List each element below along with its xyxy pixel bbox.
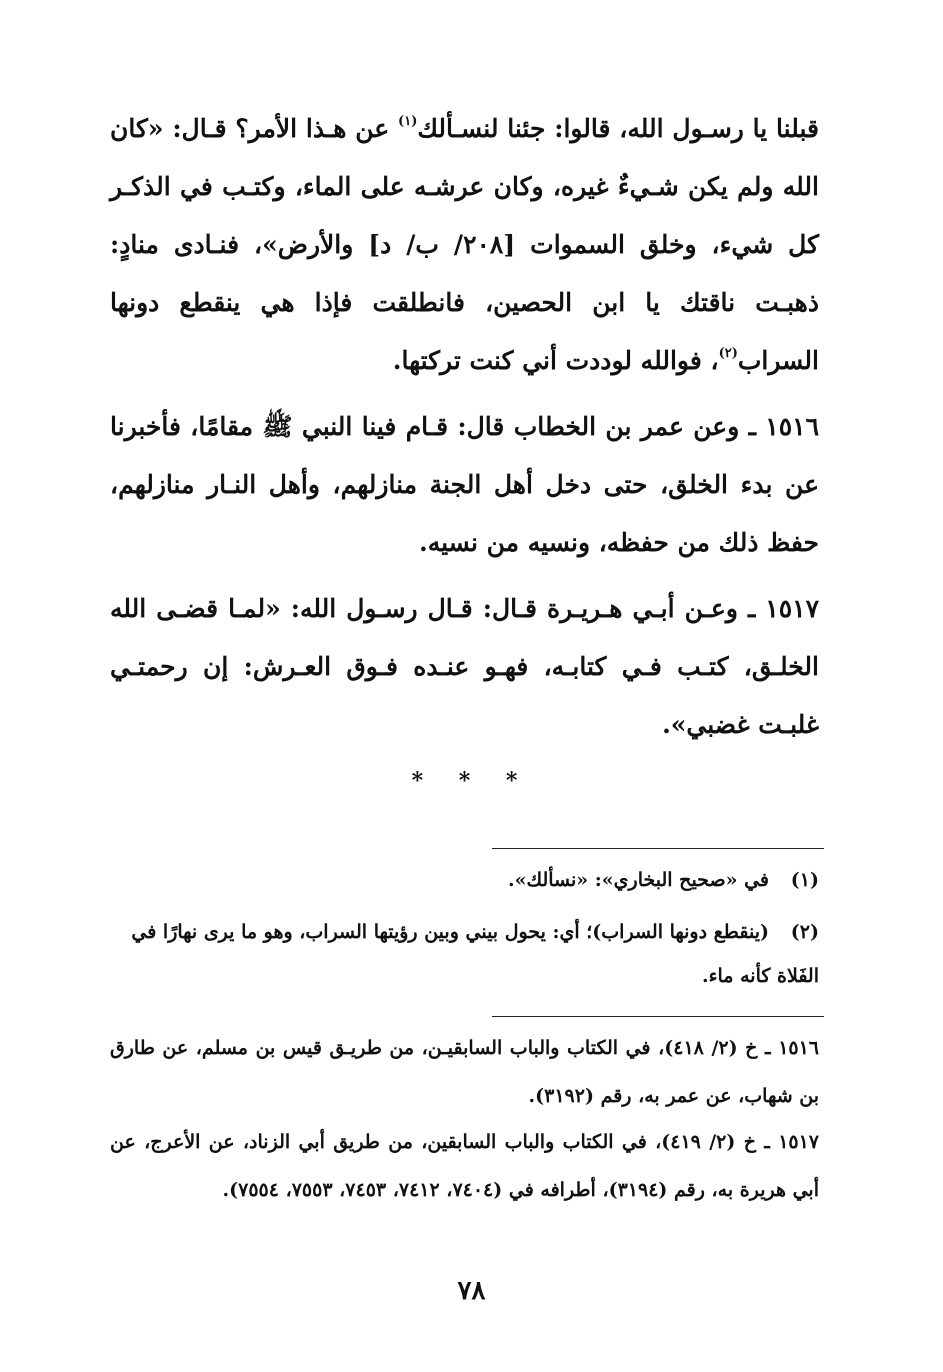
footnote-number: (٢) <box>790 921 819 943</box>
main-text <box>110 100 819 762</box>
hadith-1517: ١٥١٧ ـ وعـن أبـي هـريـرة قـال: قـال رسـول الله: «لمـا قضـى الله الخلـق، كتـب فـي كتابـه، فهـو عنـده فـوق العـرش: إن رحمتـي غلبـت غضبي». <box>110 594 819 739</box>
section-separator: * * * <box>411 768 532 794</box>
hadith-1516: ١٥١٦ ـ وعن عمر بن الخطاب قال: قـام فينا النبي ﷺ مقامًا، فأخبرنا عن بدء الخلق، حتى دخل أهل الجنة منازلهم، وأهل النـار منازلهم، حفظ ذلك من حفظه، ونسيه من نسيه. <box>110 412 819 557</box>
sources-divider <box>492 1016 824 1017</box>
source-1517: ١٥١٧ ـ خ (٢/ ٤١٩)، في الكتاب والباب السابقين، من طريق أبي الزناد، عن الأعرج، عن أبي هريرة به، رقم (٣١٩٤)، أطرافه في (٧٤٠٤، ٧٤١٢، ٧٤٥٣، ٧٥٥٣، ٧٥٥٤). <box>110 1131 820 1201</box>
footnote-number: (١) <box>790 869 819 891</box>
paragraph-text: ، فوالله لوددت أني كنت تركتها. <box>392 346 719 375</box>
footnote-2 <box>110 910 819 998</box>
footnote-ref-2[interactable]: (٢) <box>718 346 738 361</box>
paragraph-continuation <box>110 100 819 390</box>
paragraph-text: قبلنا يا رسـول الله، قالوا: جئنا لنسـألك <box>417 114 819 143</box>
footnote-text: في «صحيح البخاري»: «نسألك». <box>507 869 769 891</box>
source-1516: ١٥١٦ ـ خ (٢/ ٤١٨)، في الكتاب والباب السابقيـن، من طريـق قيس بن مسلم، عن طارق بن شهاب، عن عمر به، رقم (٣١٩٢). <box>110 1037 820 1107</box>
page-number: ٧٨ <box>457 1276 486 1306</box>
footnote-text: (ينقطع دونها السراب)؛ أي: يحول بيني وبين رؤيتها السراب، وهو ما يرى نهارًا في الفَلاة كأنه ماء. <box>131 921 819 987</box>
footnote-ref-1[interactable]: (١) <box>398 114 418 129</box>
footnote-1 <box>110 858 819 902</box>
paragraph-text: عن هـذا الأمر؟ قـال: «كان الله ولم يكن شـيءٌ غيره، وكان عرشـه على الماء، وكتـب في الذكـر كل شيء، وخلق السموات [٢٠٨/ ب/ د] والأرض»، فنـادى منادٍ: ذهبـت ناقتك يا ابن الحصين، فانطلقت فإذا هي ينقطع دونها السراب <box>110 114 819 375</box>
footnote-divider <box>492 848 824 849</box>
